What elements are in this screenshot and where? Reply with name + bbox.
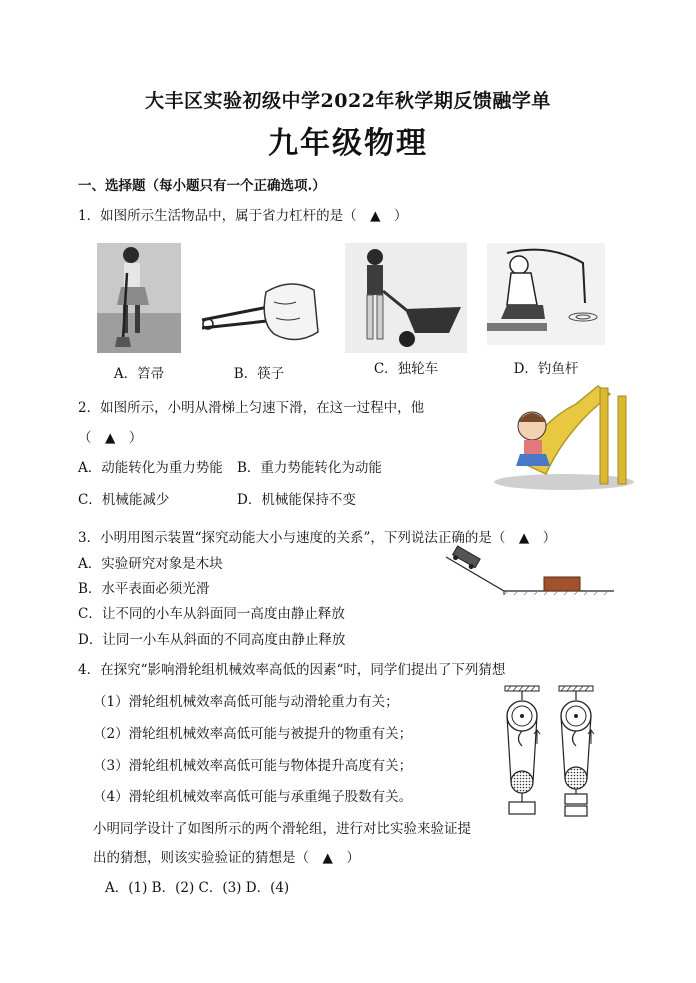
slide-boy-figure (480, 382, 642, 492)
q3-option-a: A．实验研究对象是木块 (78, 556, 223, 572)
section-heading: 一、选择题（每小题只有一个正确选项.） (78, 178, 326, 194)
q3-option-c: C．让不同的小车从斜面同一高度由静止释放 (78, 606, 345, 622)
fishing-rod-figure (487, 243, 605, 345)
q4-guess-2: （2）滑轮组机械效率高低可能与被提升的物重有关； (93, 726, 413, 742)
q4-guess-1: （1）滑轮组机械效率高低可能与动滑轮重力有关； (93, 694, 399, 710)
q4-guess-4: （4）滑轮组机械效率高低可能与承重绳子股数有关。 (93, 789, 413, 805)
q2-blank: （ ▲ ） (78, 430, 143, 446)
incline-cart-block-figure (444, 545, 614, 597)
q1-option-b: B．筷子 (233, 366, 285, 382)
q2-option-b: B．重力势能转化为动能 (237, 460, 382, 476)
q3-option-b: B．水平表面必须光滑 (78, 581, 210, 597)
pulley-systems-figure (495, 684, 605, 830)
q4-design-line-1: 小明同学设计了如图所示的两个滑轮组，进行对比实验来验证提 (93, 821, 471, 837)
q2-option-a: A．动能转化为重力势能 (78, 460, 223, 476)
school-title: 大丰区实验初级中学2022年秋学期反馈融学单 (145, 90, 551, 112)
q1-stem: 1．如图所示生活物品中，属于省力杠杆的是（ ▲ ） (78, 208, 408, 224)
q4-guess-3: （3）滑轮组机械效率高低可能与物体提升高度有关； (93, 758, 413, 774)
q4-options: A．(1) B．(2) C．(3) D．(4) (105, 880, 290, 896)
q2-option-d: D．机械能保持不变 (237, 492, 356, 508)
q2-stem: 2．如图所示，小明从滑梯上匀速下滑，在这一过程中，他 (78, 400, 425, 416)
wheelbarrow-figure (345, 243, 467, 353)
q1-option-d: D．钓鱼杆 (513, 361, 579, 377)
q1-option-a: A．笤帚 (113, 366, 165, 382)
subject-title: 九年级物理 (268, 126, 428, 161)
q3-stem: 3．小明用图示装置“探究动能大小与速度的关系”，下列说法正确的是（ ▲ ） (78, 530, 557, 546)
q1-option-c: C．独轮车 (373, 361, 439, 377)
q3-option-d: D．让同一小车从斜面的不同高度由静止释放 (78, 632, 346, 648)
q2-option-c: C．机械能减少 (78, 492, 170, 508)
q4-design-line-2: 出的猜想，则该实验验证的猜想是（ ▲ ） (93, 850, 360, 866)
q4-stem: 4．在探究“影响滑轮组机械效率高低的因素“时，同学们提出了下列猜想 (78, 662, 506, 678)
chopsticks-figure (196, 272, 322, 352)
broom-girl-figure (97, 243, 181, 353)
